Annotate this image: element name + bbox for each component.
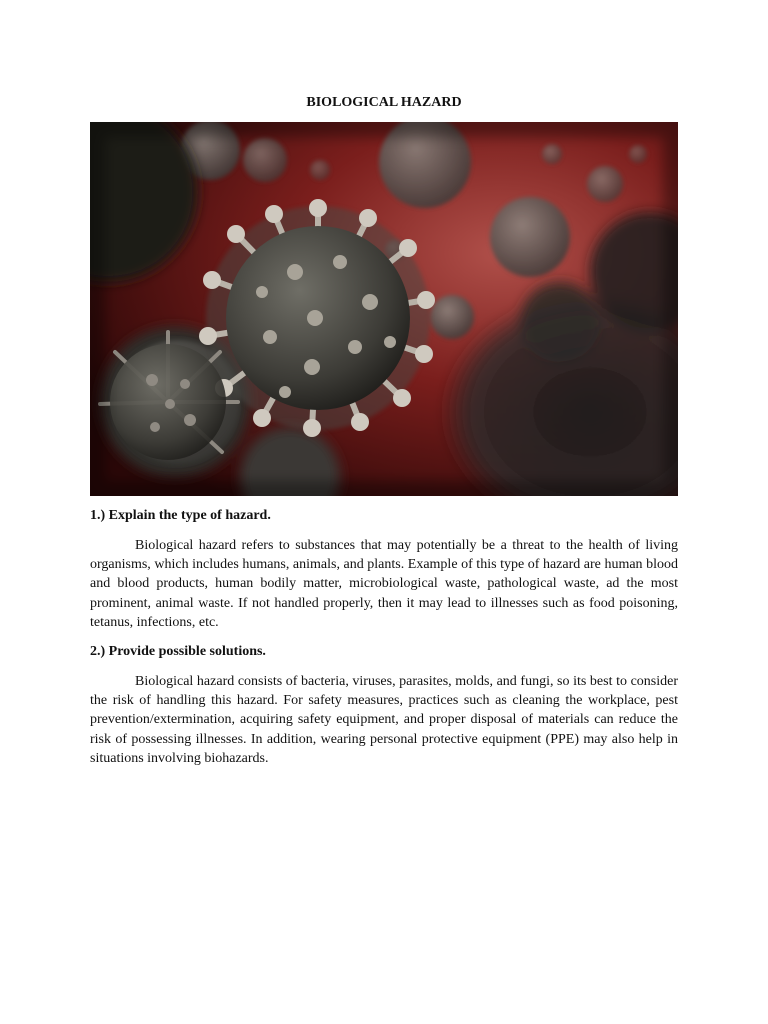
section-2-heading: 2.) Provide possible solutions. <box>90 644 266 659</box>
section-1-body: Biological hazard refers to substances that may potentially be a threat to the health of living organisms, which includes humans, animals, and plants. Example of this type of hazard are human blood and blood products, human bodily matter, microbiological waste, pathological waste, ad the most prominent, animal waste. If not handled properly, then it may lead to illnesses such as food poisoning, tetanus, infections, etc. <box>90 538 678 630</box>
section-2-body: Biological hazard consists of bacteria, viruses, parasites, molds, and fungi, so its best to consider the risk of handling this hazard. For safety measures, practices such as cleaning the workplace, pest prevention/extermination, acquiring safety equipment, and proper disposal of materials can reduce the risk of possessing illnesses. In addition, wearing personal protective equipment (PPE) may also help in situations involving biohazards. <box>90 674 678 766</box>
section-1-heading: 1.) Explain the type of hazard. <box>90 508 271 523</box>
page-title: BIOLOGICAL HAZARD <box>306 95 462 110</box>
virus-image <box>90 122 678 496</box>
virus-illustration <box>90 122 678 496</box>
